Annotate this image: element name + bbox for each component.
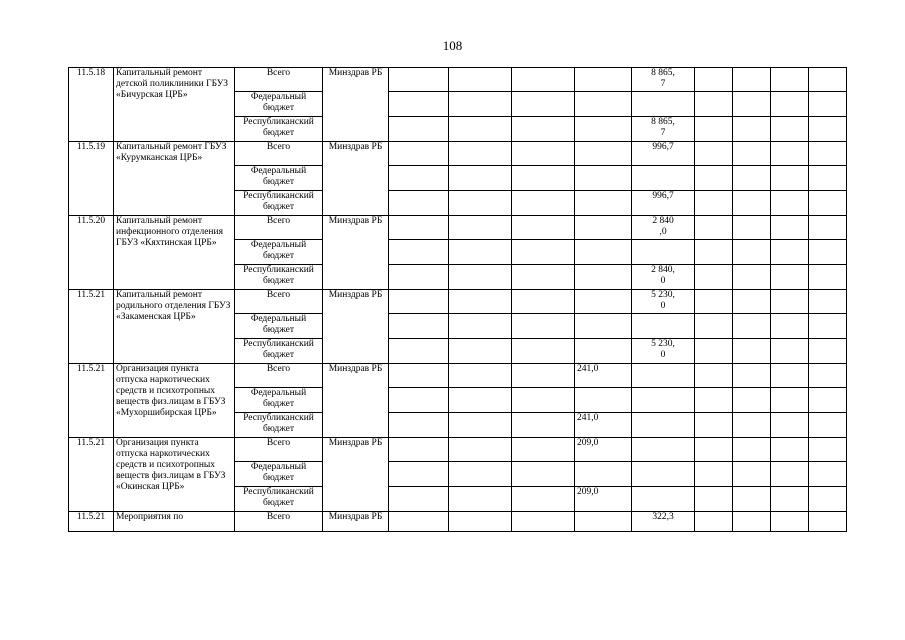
value-cell [733,191,771,216]
value-cell: 322,3 [632,512,695,532]
value-cell [449,487,512,512]
value-cell [733,290,771,314]
value-cell [575,216,632,240]
value-cell [771,142,809,166]
value-cell [512,265,575,290]
row-name: Капитальный ремонт родильного отделения ГБУЗ «Закаменская ЦРБ» [114,290,235,364]
value-cell [512,240,575,265]
value-cell: 8 865, 7 [632,117,695,142]
value-cell [575,314,632,339]
value-cell [733,438,771,462]
value-cell [449,240,512,265]
value-cell [389,339,449,364]
value-cell: 241,0 [575,413,632,438]
value-cell [449,216,512,240]
row-executor: Минздрав РБ [323,290,389,364]
value-cell [771,216,809,240]
value-cell [809,191,847,216]
value-cell [449,438,512,462]
value-cell [771,314,809,339]
value-cell [809,216,847,240]
value-cell [695,216,733,240]
value-cell [695,92,733,117]
row-name: Капитальный ремонт детской поликлиники ГБУЗ «Бичурская ЦРБ» [114,68,235,142]
row-name: Капитальный ремонт инфекционного отделения ГБУЗ «Кяхтинская ЦРБ» [114,216,235,290]
value-cell [512,191,575,216]
value-cell [512,339,575,364]
value-cell [389,240,449,265]
value-cell [771,191,809,216]
value-cell [809,487,847,512]
value-cell [695,512,733,532]
table-body [69,68,847,532]
value-cell [512,142,575,166]
value-cell [512,512,575,532]
value-cell [512,314,575,339]
value-cell: 209,0 [575,438,632,462]
value-cell [733,117,771,142]
table-row [69,216,847,240]
value-cell [512,290,575,314]
value-cell [389,166,449,191]
value-cell [695,191,733,216]
program-budget-table [68,67,847,532]
value-cell [512,413,575,438]
value-cell [632,462,695,487]
value-cell [575,265,632,290]
value-cell [695,364,733,388]
value-cell [809,364,847,388]
value-cell [733,314,771,339]
funding-source: Всего [235,290,323,314]
value-cell [512,92,575,117]
value-cell [632,487,695,512]
value-cell [695,388,733,413]
table-row [69,68,847,92]
value-cell [809,290,847,314]
value-cell [771,413,809,438]
value-cell [449,388,512,413]
value-cell: 241,0 [575,364,632,388]
value-cell [771,512,809,532]
value-cell [695,290,733,314]
value-cell [809,462,847,487]
value-cell [809,512,847,532]
funding-source: Федеральный бюджет [235,314,323,339]
value-cell [449,68,512,92]
value-cell [449,339,512,364]
value-cell [733,364,771,388]
value-cell [809,117,847,142]
value-cell [389,462,449,487]
value-cell [449,314,512,339]
row-code: 11.5.21 [69,438,114,512]
row-code: 11.5.18 [69,68,114,142]
funding-source: Республиканский бюджет [235,191,323,216]
row-code: 11.5.20 [69,216,114,290]
value-cell [512,216,575,240]
value-cell [389,290,449,314]
row-name: Организация пункта отпуска наркотических средств и психотропных веществ физ.лицам в ГБУЗ «Мухоршибирская ЦРБ» [114,364,235,438]
value-cell [632,413,695,438]
value-cell [632,388,695,413]
value-cell [512,117,575,142]
value-cell [389,191,449,216]
value-cell [575,142,632,166]
funding-source: Республиканский бюджет [235,117,323,142]
value-cell [809,413,847,438]
funding-source: Республиканский бюджет [235,413,323,438]
value-cell: 5 230, 0 [632,290,695,314]
funding-source: Республиканский бюджет [235,265,323,290]
value-cell [575,339,632,364]
row-code: 11.5.21 [69,364,114,438]
value-cell [695,487,733,512]
value-cell [771,290,809,314]
value-cell [809,142,847,166]
value-cell: 996,7 [632,142,695,166]
row-name: Капитальный ремонт ГБУЗ «Курумканская ЦРБ» [114,142,235,216]
value-cell [389,92,449,117]
value-cell [512,364,575,388]
value-cell [449,142,512,166]
value-cell [733,240,771,265]
value-cell [575,92,632,117]
value-cell [512,166,575,191]
value-cell [575,240,632,265]
value-cell [575,117,632,142]
funding-source: Всего [235,364,323,388]
value-cell [733,265,771,290]
value-cell [575,166,632,191]
value-cell [632,364,695,388]
value-cell [512,438,575,462]
table-row [69,512,847,532]
value-cell [809,314,847,339]
value-cell [575,512,632,532]
value-cell [809,240,847,265]
value-cell: 996,7 [632,191,695,216]
row-executor: Минздрав РБ [323,68,389,142]
value-cell [575,462,632,487]
value-cell [733,92,771,117]
value-cell [695,117,733,142]
value-cell [389,512,449,532]
value-cell [389,216,449,240]
row-executor: Минздрав РБ [323,438,389,512]
value-cell [389,142,449,166]
value-cell [771,438,809,462]
value-cell [575,68,632,92]
value-cell [632,314,695,339]
row-code: 11.5.19 [69,142,114,216]
value-cell [695,413,733,438]
value-cell [632,438,695,462]
row-executor: Минздрав РБ [323,364,389,438]
value-cell [771,92,809,117]
value-cell: 8 865, 7 [632,68,695,92]
row-executor: Минздрав РБ [323,512,389,532]
value-cell [733,339,771,364]
row-executor: Минздрав РБ [323,142,389,216]
value-cell [512,462,575,487]
value-cell [695,438,733,462]
value-cell [389,388,449,413]
table-row [69,364,847,388]
value-cell [575,388,632,413]
value-cell [449,290,512,314]
value-cell [389,314,449,339]
value-cell [389,68,449,92]
value-cell: 2 840 ,0 [632,216,695,240]
page-number: 108 [442,38,463,53]
funding-source: Федеральный бюджет [235,462,323,487]
value-cell [771,117,809,142]
value-cell [389,117,449,142]
funding-source: Федеральный бюджет [235,166,323,191]
funding-source: Всего [235,512,323,532]
table-row [69,142,847,166]
value-cell [695,339,733,364]
value-cell [389,438,449,462]
row-code: 11.5.21 [69,290,114,364]
value-cell [389,487,449,512]
funding-source: Всего [235,142,323,166]
value-cell [632,166,695,191]
value-cell [733,413,771,438]
value-cell [449,117,512,142]
value-cell [809,388,847,413]
value-cell: 5 230, 0 [632,339,695,364]
value-cell [809,438,847,462]
value-cell [695,314,733,339]
funding-source: Федеральный бюджет [235,240,323,265]
value-cell [733,166,771,191]
value-cell [771,364,809,388]
table-row [69,438,847,462]
value-cell [771,166,809,191]
value-cell [575,191,632,216]
value-cell [695,166,733,191]
value-cell [733,388,771,413]
value-cell [809,166,847,191]
value-cell [449,462,512,487]
value-cell [449,265,512,290]
row-executor: Минздрав РБ [323,216,389,290]
value-cell [389,413,449,438]
value-cell [809,339,847,364]
value-cell [771,462,809,487]
value-cell [733,68,771,92]
value-cell [771,487,809,512]
value-cell [771,240,809,265]
value-cell [449,166,512,191]
value-cell [771,339,809,364]
value-cell: 209,0 [575,487,632,512]
value-cell [771,68,809,92]
value-cell [771,265,809,290]
funding-source: Всего [235,216,323,240]
value-cell [449,92,512,117]
value-cell [809,92,847,117]
value-cell [449,364,512,388]
funding-source: Федеральный бюджет [235,92,323,117]
value-cell [809,68,847,92]
value-cell [733,216,771,240]
value-cell [449,191,512,216]
value-cell [695,142,733,166]
row-name: Организация пункта отпуска наркотических средств и психотропных веществ физ.лицам в ГБУЗ «Окинская ЦРБ» [114,438,235,512]
value-cell [512,487,575,512]
value-cell [695,462,733,487]
value-cell [733,142,771,166]
table-row [69,290,847,314]
value-cell [695,240,733,265]
value-cell [389,265,449,290]
funding-source: Федеральный бюджет [235,388,323,413]
value-cell [695,68,733,92]
value-cell [632,240,695,265]
funding-source: Республиканский бюджет [235,339,323,364]
value-cell [389,364,449,388]
value-cell [809,265,847,290]
row-name: Мероприятия по [114,512,235,532]
value-cell [632,92,695,117]
value-cell [733,462,771,487]
funding-source: Всего [235,438,323,462]
row-code: 11.5.21 [69,512,114,532]
value-cell [575,290,632,314]
funding-source: Республиканский бюджет [235,487,323,512]
value-cell [733,487,771,512]
value-cell [771,388,809,413]
value-cell [449,512,512,532]
value-cell [695,265,733,290]
value-cell [449,413,512,438]
funding-source: Всего [235,68,323,92]
value-cell [512,388,575,413]
value-cell: 2 840, 0 [632,265,695,290]
value-cell [733,512,771,532]
value-cell [512,68,575,92]
